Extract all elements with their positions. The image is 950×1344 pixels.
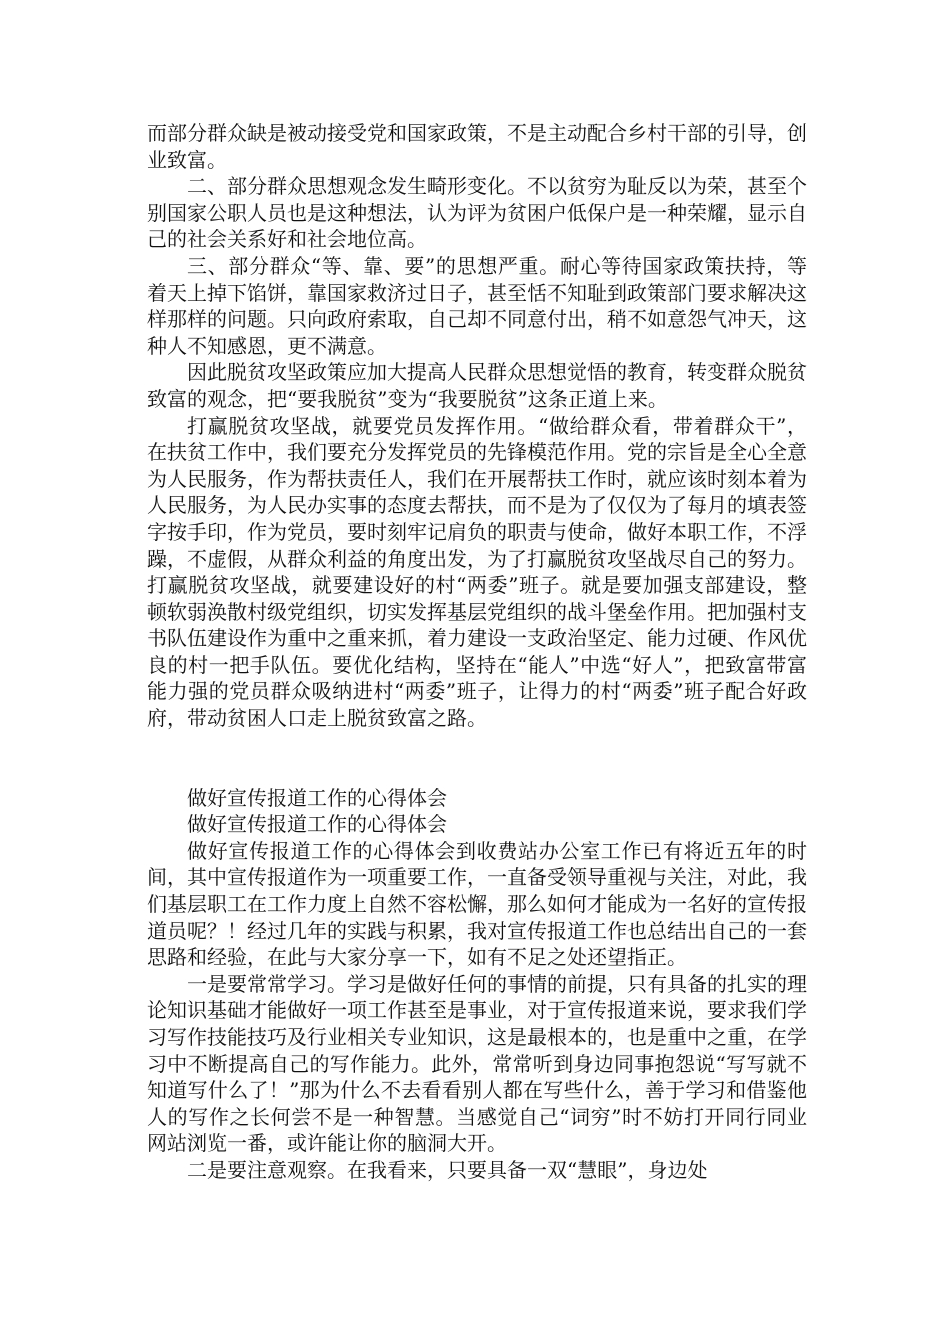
paragraph-8: 二是要注意观察。在我看来，只要具备一双“慧眼”，身边处 <box>187 1157 708 1182</box>
paragraph-2: 二、部分群众思想观念发生畸形变化。不以贫穷为耻反以为荣，甚至个别国家公职人员也是这种想法，认为评为贫困户低保户是一种荣耀，显示自己的社会关系好和社会地位高。 <box>147 174 807 252</box>
paragraph-1: 而部分群众缺是被动接受党和国家政策，不是主动配合乡村干部的引导，创业致富。 <box>147 121 807 172</box>
paragraph-6: 做好宣传报道工作的心得体会到收费站办公室工作已有将近五年的时间，其中宣传报道作为一项重要工作，一直备受领导重视与关注，对此，我们基层职工在工作力度上自然不容松懈，那么如何才能成为一名好的宣传报道员呢？！经过几年的实践与积累，我对宣传报道工作也总结出自己的一套思路和经验，在此与大家分享一下，如有不足之处还望指正。 <box>147 838 807 970</box>
section-heading-2: 做好宣传报道工作的心得体会 <box>187 812 447 837</box>
paragraph-4: 因此脱贫攻坚政策应加大提高人民群众思想觉悟的教育，转变群众脱贫致富的观念，把“要我脱贫”变为“我要脱贫”这条正道上来。 <box>147 360 807 411</box>
document-page <box>147 120 807 1184</box>
paragraph-3: 三、部分群众“等、靠、要”的思想严重。耐心等待国家政策扶持，等着天上掉下馅饼，靠国家救济过日子，甚至恬不知耻到政策部门要求解决这样那样的问题。只向政府索取，自己却不同意付出，稍不如意怨气冲天，这种人不知感恩，更不满意。 <box>147 253 807 358</box>
paragraph-7: 一是要常常学习。学习是做好任何的事情的前提，只有具备的扎实的理论知识基础才能做好一项工作甚至是事业，对于宣传报道来说，要求我们学习写作技能技巧及行业相关专业知识，这是最根本的，也是重中之重，在学习中不断提高自己的写作能力。此外，常常听到身边同事抱怨说“写写就不知道写什么了！”那为什么不去看看别人都在写些什么，善于学习和借鉴他人的写作之长何尝不是一种智慧。当感觉自己“词穷”时不妨打开同行同业网站浏览一番，或许能让你的脑洞大开。 <box>147 971 807 1156</box>
section-heading-1: 做好宣传报道工作的心得体会 <box>187 785 447 810</box>
blank-line <box>147 732 807 785</box>
paragraph-5: 打赢脱贫攻坚战，就要党员发挥作用。“做给群众看，带着群众干”，在扶贫工作中，我们要充分发挥党员的先锋模范作用。党的宗旨是全心全意为人民服务，作为帮扶责任人，我们在开展帮扶工作时，就应该时刻本着为人民服务，为人民办实事的态度去帮扶，而不是为了仅仅为了每月的填表签字按手印，作为党员，要时刻牢记肩负的职责与使命，做好本职工作，不浮躁，不虚假，从群众利益的角度出发，为了打赢脱贫攻坚战尽自己的努力。打赢脱贫攻坚战，就要建设好的村“两委”班子。就是要加强支部建设，整顿软弱涣散村级党组织，切实发挥基层党组织的战斗堡垒作用。把加强村支书队伍建设作为重中之重来抓，着力建设一支政治坚定、能力过硬、作风优良的村一把手队伍。要优化结构，坚持在“能人”中选“好人”，把致富带富能力强的党员群众吸纳进村“两委”班子，让得力的村“两委”班子配合好政府，带动贫困人口走上脱贫致富之路。 <box>147 413 807 731</box>
